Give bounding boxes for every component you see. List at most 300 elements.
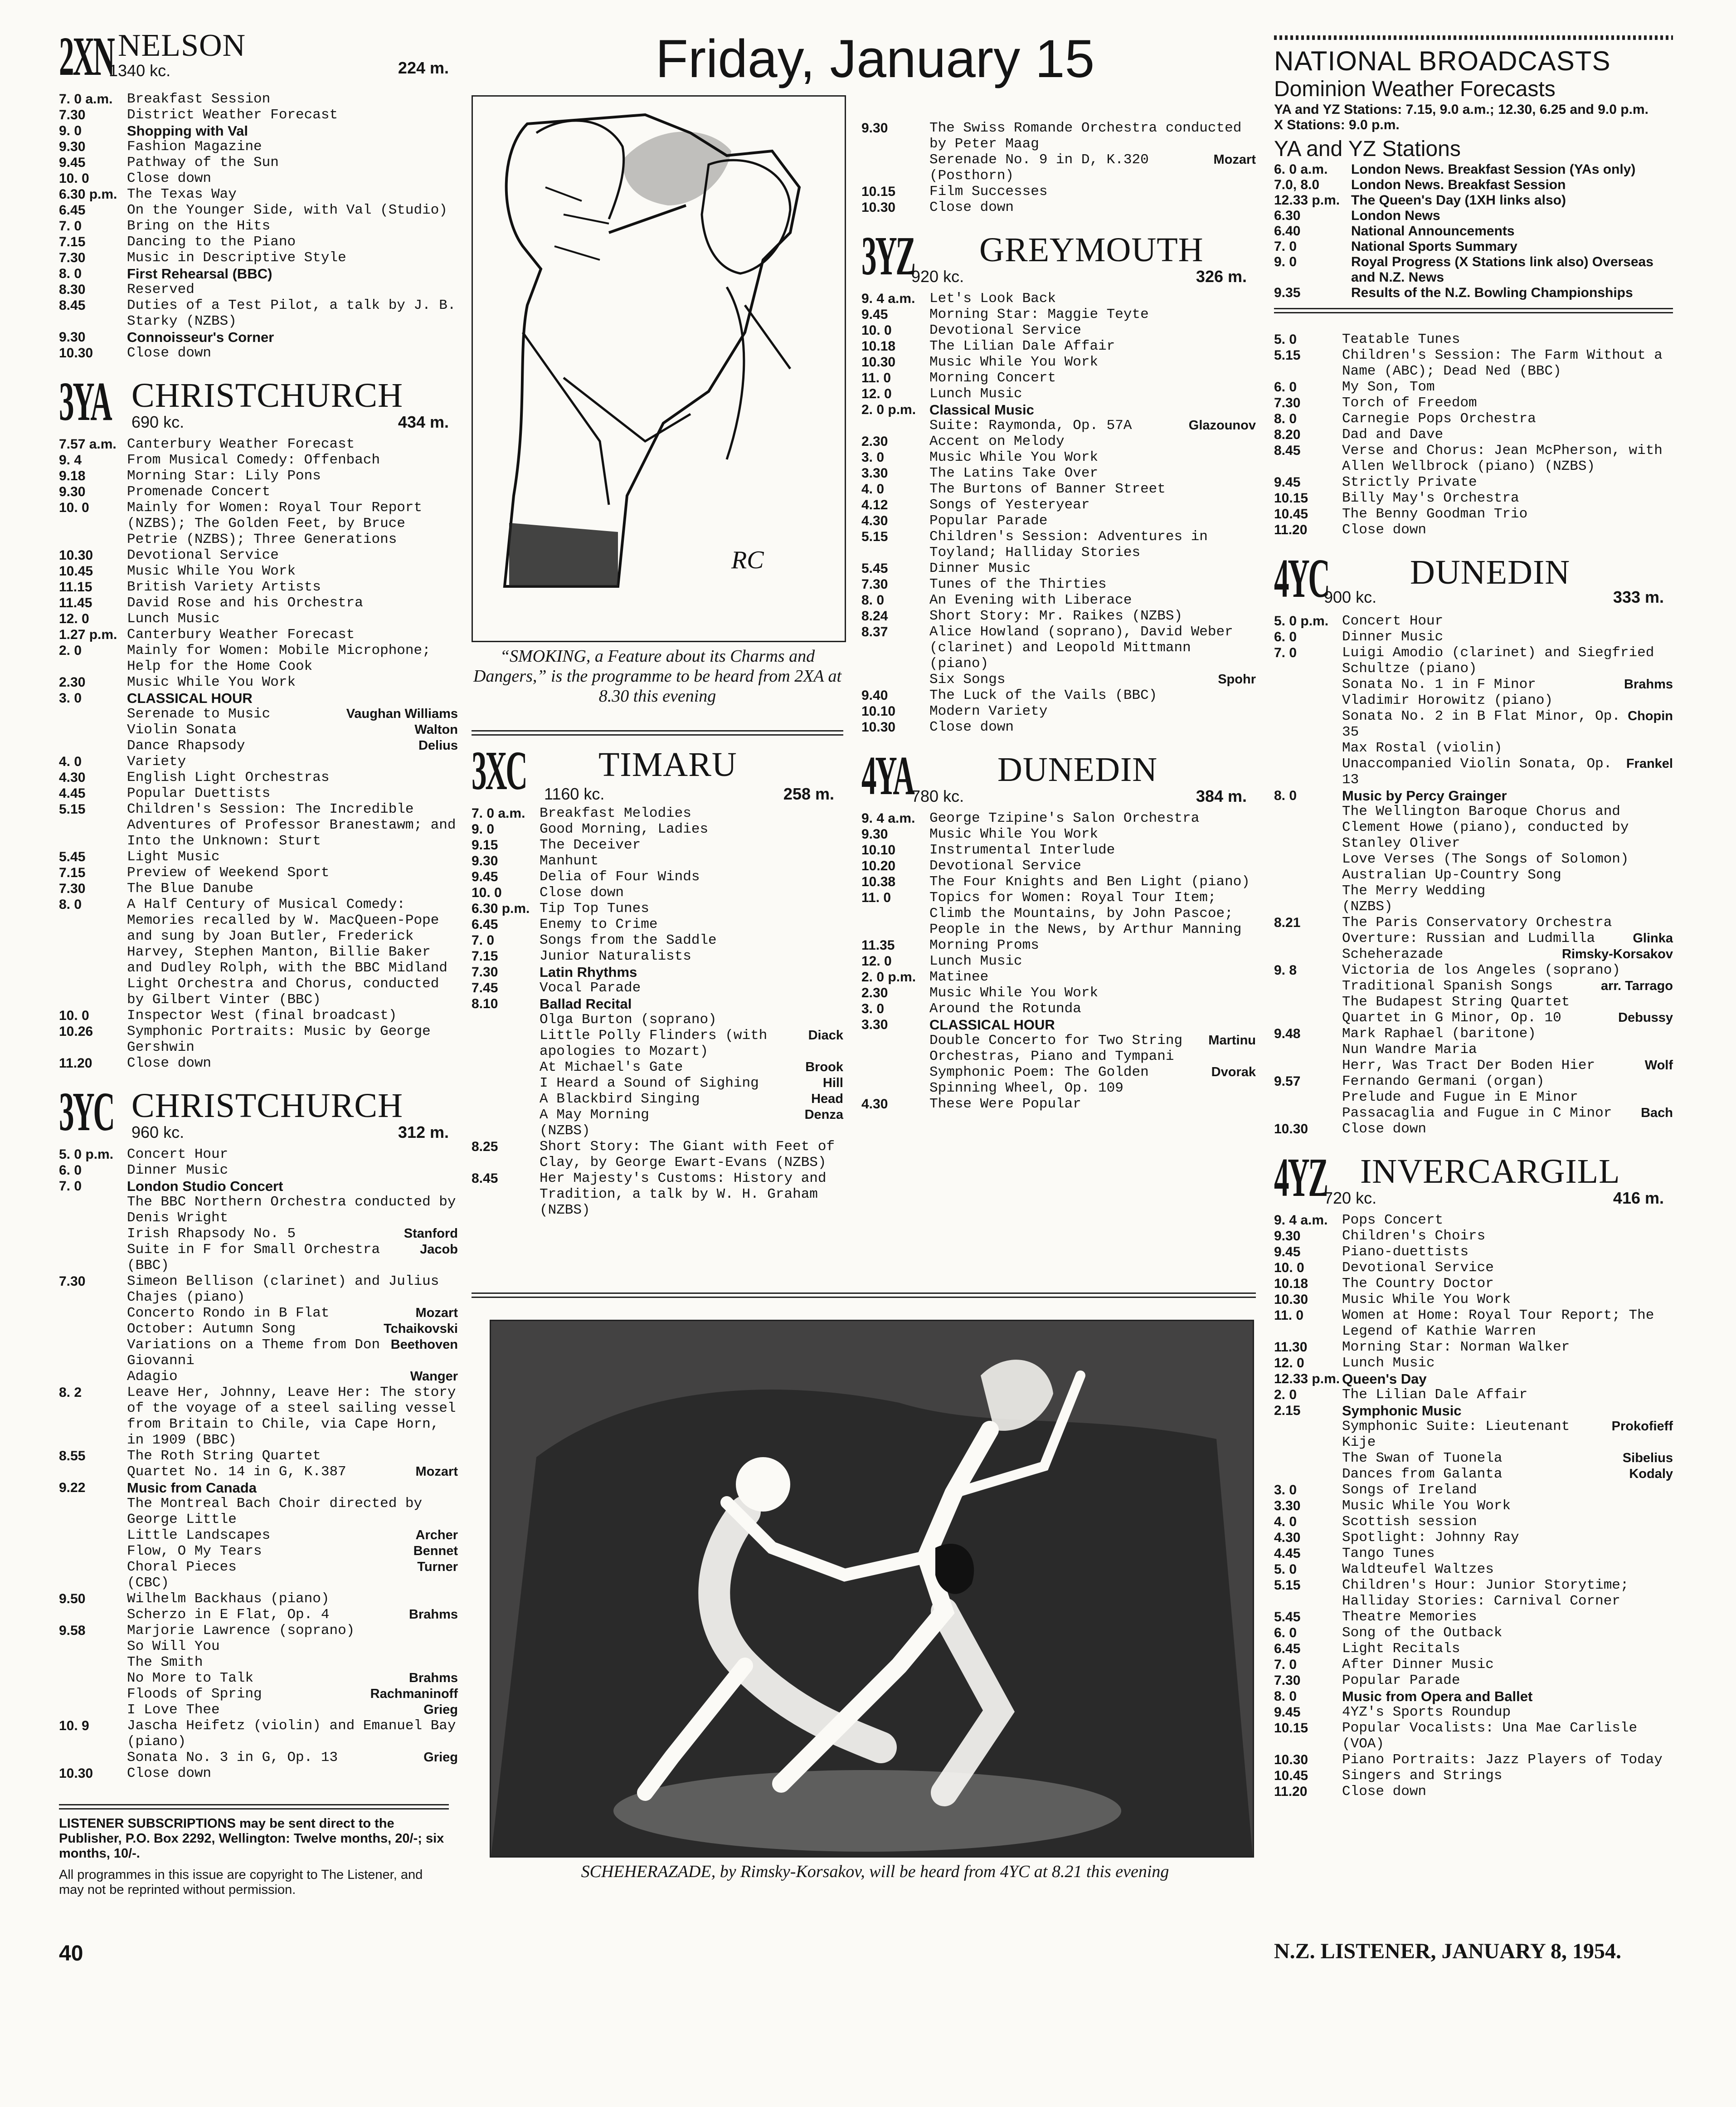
schedule-row — [861, 969, 1256, 985]
schedule-row — [59, 627, 458, 643]
yayz-heading: YA and YZ Stations — [1274, 137, 1461, 161]
time: 9. 4 — [59, 453, 82, 468]
schedule-row — [861, 200, 1256, 215]
time: 10.30 — [861, 720, 896, 735]
schedule-row — [1274, 931, 1673, 946]
time: 9.15 — [472, 838, 498, 853]
schedule-row — [59, 1146, 458, 1162]
schedule-row — [59, 468, 458, 484]
call-sign: 3YZ — [861, 225, 914, 287]
time: 6.30 p.m. — [472, 901, 530, 916]
time: 6.45 — [472, 917, 498, 932]
schedule-row — [861, 953, 1256, 969]
schedule-3yz — [861, 291, 1256, 735]
programme: Carnegie Pops Orchestra — [1342, 411, 1536, 427]
schedule-4yc — [1274, 613, 1673, 1137]
programme: National Sports Summary — [1351, 239, 1517, 254]
national-row — [1274, 224, 1673, 239]
composer: Wolf — [1644, 1058, 1673, 1073]
time: 6. 0 — [1274, 1625, 1297, 1640]
schedule-row — [472, 885, 843, 901]
time: 5. 0 p.m. — [59, 1147, 114, 1162]
schedule-row — [1274, 490, 1673, 506]
time: 10.10 — [861, 704, 896, 719]
programme: Sonata No. 2 in B Flat Minor, Op. 35 — [1342, 708, 1620, 740]
schedule-row — [1274, 1371, 1673, 1387]
programme: Torch of Freedom — [1342, 395, 1477, 411]
composer: Glinka — [1633, 931, 1673, 946]
time: 6.45 — [59, 203, 86, 218]
schedule-row — [861, 497, 1256, 513]
programme: Popular Parade — [1342, 1673, 1460, 1688]
time: 7.30 — [59, 881, 86, 896]
time: 2. 0 p.m. — [861, 970, 916, 985]
time: 4.45 — [1274, 1546, 1301, 1561]
time: 7.15 — [472, 949, 498, 964]
programme: Songs of Yesteryear — [929, 497, 1090, 513]
programme: Popular Parade — [929, 513, 1048, 529]
schedule-row — [1274, 1212, 1673, 1228]
frequency: 1160 kc. — [544, 785, 605, 803]
national-row — [1274, 239, 1673, 254]
programme: Delia of Four Winds — [540, 869, 700, 885]
schedule-row — [1274, 1244, 1673, 1260]
national-row — [1274, 177, 1673, 193]
time: 10.45 — [1274, 507, 1308, 522]
schedule-row — [861, 1064, 1256, 1096]
schedule-row — [472, 948, 843, 964]
time: 8.55 — [59, 1449, 86, 1463]
time: 10. 0 — [1274, 1260, 1304, 1275]
schedule-row — [1274, 883, 1673, 899]
programme: Connoisseur's Corner — [127, 329, 274, 345]
time: 3. 0 — [861, 1001, 885, 1016]
programme: The Benny Goodman Trio — [1342, 506, 1528, 522]
programme: Light Recitals — [1342, 1641, 1460, 1657]
composer: Wanger — [410, 1369, 458, 1384]
time: 6.45 — [1274, 1641, 1301, 1656]
schedule-row — [59, 500, 458, 547]
time: 10. 9 — [59, 1718, 89, 1733]
programme: Music from Opera and Ballet — [1342, 1688, 1533, 1704]
schedule-row — [1274, 915, 1673, 931]
programme: Accent on Melody — [929, 434, 1065, 449]
schedule-row — [472, 996, 843, 1012]
schedule-row — [1274, 1403, 1673, 1419]
programme-with-composer — [127, 1543, 458, 1559]
programme: Overture: Russian and Ludmilla — [1342, 931, 1595, 946]
schedule-3yc — [59, 1146, 458, 1781]
programme: October: Autumn Song — [127, 1321, 296, 1337]
schedule-row — [1274, 1339, 1673, 1355]
schedule-row — [1274, 347, 1673, 379]
time: 10.15 — [861, 184, 896, 199]
schedule-row — [1274, 1307, 1673, 1339]
city: INVERCARGILL — [1360, 1152, 1620, 1190]
time: 9.45 — [472, 869, 498, 884]
wavelength: 384 m. — [1196, 787, 1247, 805]
station-header-3yc — [59, 1081, 458, 1144]
programme: Popular Duettists — [127, 785, 271, 801]
programme: Canterbury Weather Forecast — [127, 436, 355, 452]
programme: These Were Popular — [929, 1096, 1081, 1112]
time: 7.30 — [59, 250, 86, 265]
composer: Kodaly — [1629, 1467, 1673, 1481]
programme: Passacaglia and Fugue in C Minor — [1342, 1105, 1612, 1121]
programme-with-composer — [127, 1321, 458, 1337]
wavelength: 434 m. — [398, 413, 449, 431]
programme: Instrumental Interlude — [929, 842, 1115, 858]
schedule-row — [1274, 1121, 1673, 1137]
time: 5.15 — [1274, 1578, 1301, 1593]
programme: Floods of Spring — [127, 1686, 262, 1702]
programme: Ballad Recital — [540, 996, 632, 1012]
schedule-row — [59, 754, 458, 770]
city: CHRISTCHURCH — [131, 376, 403, 415]
time: 5.15 — [861, 529, 888, 544]
programme: Music While You Work — [929, 826, 1099, 842]
programme: Results of the N.Z. Bowling Championships — [1351, 285, 1633, 300]
programme: Close down — [1342, 1121, 1427, 1137]
programme: Inspector West (final broadcast) — [127, 1008, 397, 1024]
composer: Brahms — [1624, 677, 1673, 692]
programme: Tango Tunes — [1342, 1546, 1435, 1561]
time: 7.30 — [1274, 1673, 1301, 1688]
schedule-row — [59, 266, 458, 282]
schedule-row — [472, 1012, 843, 1028]
subscriptions-text: LISTENER SUBSCRIPTIONS may be sent direct to the Publisher, P.O. Box 2292, Wellington: Twelve months, 20/-; six months, 10/-. — [59, 1816, 444, 1861]
station-header-4yz — [1274, 1147, 1673, 1210]
programme-with-composer — [127, 1686, 458, 1702]
schedule-row — [861, 810, 1256, 826]
programme-with-composer — [127, 1607, 458, 1623]
schedule-row — [59, 1718, 458, 1750]
frequency: 900 kc. — [1324, 588, 1377, 606]
programme: CLASSICAL HOUR — [127, 690, 253, 706]
time: 4.30 — [861, 513, 888, 528]
frequency: 1340 kc. — [109, 61, 171, 80]
programme-with-composer — [127, 1750, 458, 1766]
schedule-row — [59, 690, 458, 706]
programme: Mainly for Women: Mobile Microphone; Help for the Home Cook — [127, 643, 431, 674]
programme-with-composer — [127, 722, 458, 738]
programme: Concerto Rondo in B Flat — [127, 1305, 330, 1321]
programme: Marjorie Lawrence (soprano) — [127, 1623, 355, 1639]
time: 6.30 p.m. — [59, 187, 117, 202]
time: 8. 0 — [1274, 788, 1297, 803]
schedule-row — [59, 595, 458, 611]
schedule-row — [59, 452, 458, 468]
composer: Bach — [1641, 1106, 1673, 1120]
programme: Scottish session — [1342, 1514, 1477, 1530]
schedule-row — [861, 291, 1256, 307]
programme: London News — [1351, 208, 1440, 223]
composer: Sibelius — [1622, 1451, 1673, 1465]
programme-with-composer — [1342, 978, 1673, 994]
time: 10.30 — [1274, 1292, 1308, 1307]
programme: Tip Top Tunes — [540, 901, 649, 917]
schedule-row — [861, 576, 1256, 592]
programme: Bring on the Hits — [127, 218, 271, 234]
artist-signature: RC — [731, 546, 764, 574]
programme: Reserved — [127, 282, 195, 298]
city: TIMARU — [598, 746, 737, 784]
schedule-row — [59, 1055, 458, 1071]
time: 6. 0 a.m. — [1274, 162, 1328, 177]
time: 11.20 — [1274, 522, 1308, 537]
time: 8.24 — [861, 609, 888, 624]
programme: My Son, Tom — [1342, 379, 1435, 395]
schedule-row — [861, 842, 1256, 858]
programme: Nun Wandre Maria — [1342, 1042, 1477, 1058]
time: 9.45 — [1274, 1244, 1301, 1259]
programme: Choral Pieces — [127, 1559, 237, 1575]
schedule-row — [59, 1448, 458, 1464]
schedule-row — [472, 821, 843, 837]
time: 8.37 — [861, 624, 888, 639]
programme: No More to Talk — [127, 1670, 254, 1686]
schedule-row — [59, 563, 458, 579]
national-broadcasts — [1274, 45, 1673, 1800]
programme-with-composer — [127, 1670, 458, 1686]
time: 10.45 — [1274, 1768, 1308, 1783]
time: 7.45 — [472, 980, 498, 995]
time: 6.30 — [1274, 208, 1301, 223]
schedule-row — [59, 107, 458, 123]
programme: The Texas Way — [127, 186, 237, 202]
programme: Close down — [929, 719, 1014, 735]
schedule-row — [861, 418, 1256, 434]
wavelength: 416 m. — [1613, 1189, 1664, 1207]
programme: Variety — [127, 754, 186, 770]
schedule-row — [59, 202, 458, 218]
schedule-row — [59, 579, 458, 595]
time: 5. 0 — [1274, 1562, 1297, 1577]
subscription-notice — [59, 1816, 449, 1897]
time: 9.45 — [861, 307, 888, 322]
programme: The BBC Northern Orchestra conducted by Denis Wright — [127, 1194, 456, 1226]
time: 12. 0 — [1274, 1356, 1304, 1371]
smoking-illustration-frame — [472, 95, 846, 642]
time: 12. 0 — [59, 611, 89, 626]
programme: Lunch Music — [127, 611, 220, 627]
wavelength: 312 m. — [398, 1123, 449, 1141]
programme-with-composer — [540, 1107, 843, 1123]
frequency: 690 kc. — [131, 413, 185, 431]
schedule-row — [59, 1258, 458, 1273]
schedule-row — [59, 123, 458, 139]
schedule-row — [861, 985, 1256, 1001]
schedule-row — [1274, 395, 1673, 411]
time: 7.30 — [59, 1274, 86, 1289]
composer: Delius — [418, 738, 458, 753]
national-row — [1274, 285, 1673, 301]
programme-with-composer — [1342, 1450, 1673, 1466]
programme: Morning Proms — [929, 937, 1039, 953]
composer: Walton — [414, 722, 458, 737]
programme: Film Successes — [929, 184, 1048, 200]
schedule-row — [861, 354, 1256, 370]
schedule-row — [861, 402, 1256, 418]
schedule-row — [1274, 1768, 1673, 1784]
programme-with-composer — [1342, 756, 1673, 788]
time: 8. 0 — [1274, 411, 1297, 426]
programme: Promenade Concert — [127, 484, 271, 500]
composer: Head — [811, 1092, 843, 1106]
schedule-row — [472, 1075, 843, 1091]
schedule-row — [861, 826, 1256, 842]
schedule-row — [59, 186, 458, 202]
programme-with-composer — [1342, 677, 1673, 693]
programme: Light Music — [127, 849, 220, 865]
copyright-text: All programmes in this issue are copyright to The Listener, and may not be reprinted without permission. — [59, 1868, 423, 1897]
schedule-row — [1274, 1784, 1673, 1800]
schedule-row — [472, 917, 843, 932]
schedule-row — [59, 1024, 458, 1055]
call-sign: 4YZ — [1274, 1147, 1327, 1208]
schedule-row — [861, 120, 1256, 152]
schedule-row — [59, 674, 458, 690]
time: 7. 0 — [1274, 1657, 1297, 1672]
schedule-row — [1274, 1387, 1673, 1403]
programme: Prelude and Fugue in E Minor — [1342, 1089, 1578, 1105]
time: 4.30 — [1274, 1530, 1301, 1545]
schedule-row — [861, 322, 1256, 338]
time: 9. 4 a.m. — [1274, 1213, 1328, 1228]
programme: Music While You Work — [1342, 1498, 1511, 1514]
schedule-row — [472, 869, 843, 885]
programme-with-composer — [127, 1559, 458, 1575]
schedule-row — [59, 1750, 458, 1766]
schedule-row — [59, 897, 458, 1008]
programme: Close down — [1342, 1784, 1427, 1800]
programme: Dinner Music — [929, 561, 1031, 576]
programme: Close down — [127, 1766, 212, 1781]
programme: (NZBS) — [540, 1123, 590, 1139]
schedule-row — [1274, 1058, 1673, 1073]
programme: Luigi Amodio (clarinet) and Siegfried Schultze (piano) — [1342, 645, 1654, 677]
programme: Children's Choirs — [1342, 1228, 1486, 1244]
schedule-row — [1274, 899, 1673, 915]
schedule-2xn — [59, 91, 458, 361]
programme: Devotional Service — [929, 858, 1081, 874]
programme: Alice Howland (soprano), David Weber (clarinet) and Leopold Mittmann (piano) — [929, 624, 1233, 672]
schedule-row — [472, 853, 843, 869]
programme: Six Songs — [929, 672, 1006, 688]
schedule-row — [59, 770, 458, 785]
call-sign: 3YC — [59, 1081, 114, 1142]
programme: Victoria de los Angeles (soprano) — [1342, 962, 1620, 978]
programme-with-composer — [1342, 1105, 1673, 1121]
time: 9.30 — [861, 121, 888, 136]
time: 9. 0 — [59, 123, 82, 138]
programme: Lunch Music — [1342, 1355, 1435, 1371]
programme: The Queen's Day (1XH links also) — [1351, 193, 1566, 208]
programme: Music from Canada — [127, 1480, 257, 1496]
schedule-row — [861, 937, 1256, 953]
national-row — [1274, 162, 1673, 177]
composer: Frankel — [1626, 756, 1673, 771]
schedule-row — [1274, 867, 1673, 883]
time: 10.15 — [1274, 491, 1308, 506]
schedule-row — [1274, 629, 1673, 645]
scheherazade-illustration — [491, 1321, 1253, 1856]
time: 10.38 — [861, 874, 896, 889]
station-header-3ya — [59, 371, 458, 434]
time: 8.45 — [1274, 443, 1301, 458]
programme: Fernando Germani (organ) — [1342, 1073, 1545, 1089]
national-schedule — [1274, 162, 1673, 301]
time: 9. 0 — [1274, 254, 1297, 269]
composer: Mozart — [415, 1464, 458, 1479]
programme-with-composer — [1342, 1058, 1673, 1073]
composer: Grieg — [423, 1750, 458, 1765]
programme-with-composer — [127, 1242, 458, 1258]
schedule-row — [1274, 1546, 1673, 1561]
time: 2. 0 p.m. — [861, 402, 916, 417]
schedule-row — [59, 547, 458, 563]
programme: British Variety Artists — [127, 579, 321, 595]
programme: Symphonic Portraits: Music by George Gershwin — [127, 1024, 431, 1055]
national-row — [1274, 208, 1673, 224]
time: 8.10 — [472, 996, 498, 1011]
time: 2.15 — [1274, 1403, 1301, 1418]
programme: At Michael's Gate — [540, 1059, 683, 1075]
programme: Symphonic Suite: Lieutenant Kije — [1342, 1419, 1570, 1450]
schedule-row — [1274, 1026, 1673, 1042]
programme: The Four Knights and Ben Light (piano) — [929, 874, 1250, 890]
schedule-row — [59, 1464, 458, 1480]
programme-with-composer — [1342, 931, 1673, 946]
programme: Piano Portraits: Jazz Players of Today — [1342, 1752, 1663, 1768]
programme-with-composer — [127, 1464, 458, 1480]
schedule-row — [1274, 1042, 1673, 1058]
time: 9.30 — [59, 484, 86, 499]
composer: Brahms — [409, 1607, 458, 1622]
time: 4.30 — [59, 770, 86, 785]
schedule-row — [59, 1226, 458, 1242]
programme: (CBC) — [127, 1575, 170, 1591]
programme: First Rehearsal (BBC) — [127, 266, 272, 282]
schedule-row — [59, 218, 458, 234]
schedule-row — [472, 1171, 843, 1218]
schedule-row — [861, 184, 1256, 200]
composer: Prokofieff — [1611, 1419, 1673, 1434]
programme-with-composer — [127, 1702, 458, 1718]
programme: Dancing to the Piano — [127, 234, 296, 250]
programme: Tunes of the Thirties — [929, 576, 1107, 592]
programme: Children's Session: Adventures in Toyland; Halliday Stories — [929, 529, 1208, 561]
schedule-row — [59, 345, 458, 361]
composer: Hill — [822, 1076, 843, 1090]
programme: Music While You Work — [929, 985, 1099, 1001]
schedule-row — [472, 901, 843, 917]
column-2-timaru — [472, 740, 843, 1218]
time: 1.27 p.m. — [59, 627, 117, 642]
programme: Close down — [127, 171, 212, 186]
programme: Sonata No. 1 in F Minor — [1342, 677, 1536, 693]
schedule-row — [59, 1242, 458, 1258]
station-header-4ya — [861, 745, 1256, 808]
composer: Debussy — [1618, 1010, 1673, 1025]
schedule-row — [861, 890, 1256, 937]
programme: Manhunt — [540, 853, 599, 869]
programme-with-composer — [929, 672, 1256, 688]
programme: Dinner Music — [1342, 629, 1444, 645]
wavelength: 224 m. — [398, 59, 449, 77]
time: 10.30 — [861, 200, 896, 215]
frequency: 920 kc. — [911, 267, 964, 286]
